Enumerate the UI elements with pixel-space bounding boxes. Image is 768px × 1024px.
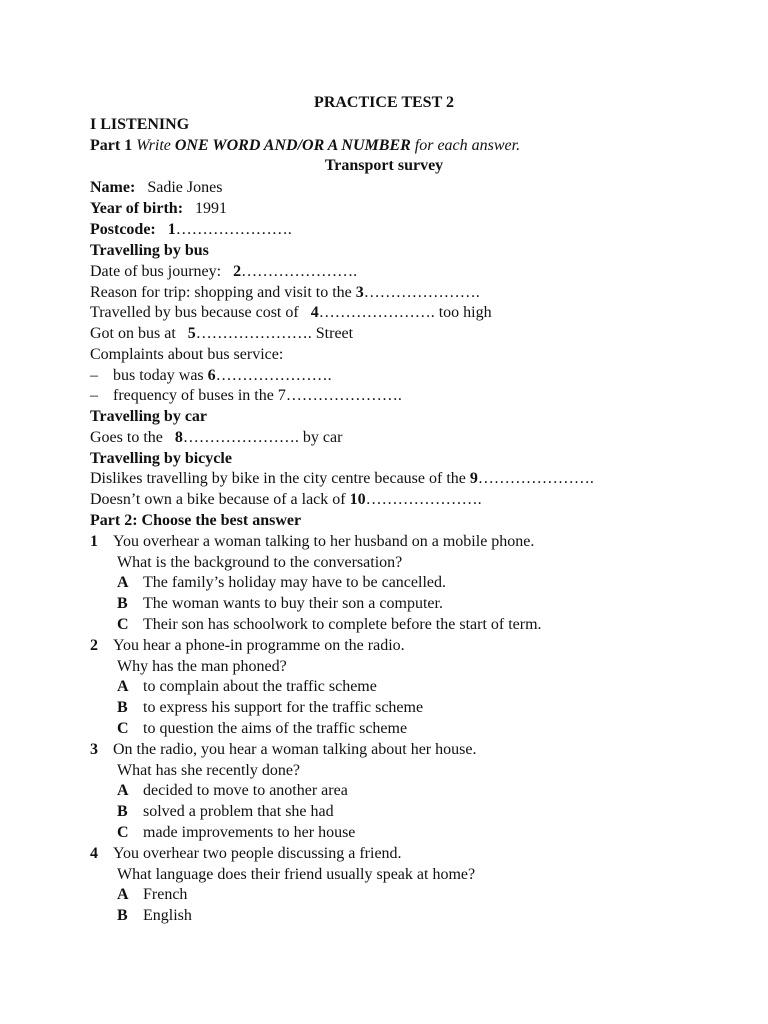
blank-8: …………………. xyxy=(182,429,299,446)
q2-option-b-text: to express his support for the traffic scheme xyxy=(143,699,424,716)
complaints-line: Complaints about bus service: xyxy=(90,346,284,363)
own-num: 10 xyxy=(349,491,366,508)
reason-label: Reason for trip: shopping and visit to the xyxy=(90,284,352,301)
blank-3: …………………. xyxy=(363,284,480,301)
dislikes-num: 9 xyxy=(469,470,478,487)
q2-option-b-letter: B xyxy=(117,699,128,716)
question-1 xyxy=(90,532,534,552)
q2-option-b xyxy=(117,698,423,718)
q3-option-b-letter: B xyxy=(117,803,128,820)
bike-heading: Travelling by bicycle xyxy=(90,450,232,467)
got-label: Got on bus at xyxy=(90,325,176,342)
question-3-prompt: What has she recently done? xyxy=(117,762,301,779)
cost-label: Travelled by bus because cost of xyxy=(90,304,299,321)
complaint-2-label: frequency of buses in the 7 xyxy=(113,387,286,404)
cost-num: 4 xyxy=(310,304,319,321)
question-3-text: On the radio, you hear a woman talking about her house. xyxy=(113,741,477,758)
complaint-2 xyxy=(90,386,402,406)
q4-option-a xyxy=(117,885,187,905)
dislikes-label: Dislikes travelling by bike in the city centre because of the xyxy=(90,470,466,487)
got-num: 5 xyxy=(187,325,196,342)
question-2-num: 2 xyxy=(90,637,98,654)
question-1-text: You overhear a woman talking to her husband on a mobile phone. xyxy=(113,533,535,550)
q1-option-b xyxy=(117,594,443,614)
date-num: 2 xyxy=(233,263,242,280)
question-4-num: 4 xyxy=(90,845,98,862)
q4-option-b xyxy=(117,906,192,926)
own-label: Doesn’t own a bike because of a lack of xyxy=(90,491,346,508)
dash-2: – xyxy=(90,387,98,404)
name-value: Sadie Jones xyxy=(147,179,223,196)
question-2 xyxy=(90,636,405,656)
q2-option-a-text: to complain about the traffic scheme xyxy=(143,678,377,695)
postcode-num: 1 xyxy=(167,221,176,238)
car-heading: Travelling by car xyxy=(90,408,208,425)
q4-option-b-text: English xyxy=(143,907,192,924)
q1-option-a xyxy=(117,573,446,593)
q1-option-a-text: The family’s holiday may have to be cancelled. xyxy=(143,574,446,591)
q1-option-c-text: Their son has schoolwork to complete before the start of term. xyxy=(143,616,542,633)
q2-option-c-text: to question the aims of the traffic scheme xyxy=(143,720,408,737)
q3-option-c xyxy=(117,823,355,843)
goes-after: by car xyxy=(302,429,343,446)
q1-option-c-letter: C xyxy=(117,616,129,633)
q2-option-c-letter: C xyxy=(117,720,129,737)
q4-option-b-letter: B xyxy=(117,907,128,924)
postcode-label: Postcode: xyxy=(90,221,156,238)
goes-line xyxy=(90,428,342,448)
got-line xyxy=(90,324,353,344)
question-1-num: 1 xyxy=(90,533,98,550)
page-title: PRACTICE TEST 2 xyxy=(314,94,454,111)
q3-option-a xyxy=(117,781,348,801)
q1-option-c xyxy=(117,615,542,635)
q2-option-c xyxy=(117,719,407,739)
reason-num: 3 xyxy=(355,284,364,301)
q4-option-a-letter: A xyxy=(117,886,129,903)
part1-label: Part 1 xyxy=(90,137,133,154)
date-line xyxy=(90,262,357,282)
form-title: Transport survey xyxy=(324,157,444,174)
question-3 xyxy=(90,740,476,760)
q3-option-a-letter: A xyxy=(117,782,129,799)
q3-option-a-text: decided to move to another area xyxy=(143,782,348,799)
question-4-prompt: What language does their friend usually speak at home? xyxy=(117,866,476,883)
goes-num: 8 xyxy=(174,429,183,446)
name-line xyxy=(90,178,222,198)
name-label: Name: xyxy=(90,179,136,196)
part2-heading: Part 2: Choose the best answer xyxy=(90,512,302,529)
q3-option-c-text: made improvements to her house xyxy=(143,824,356,841)
blank-1: …………………. xyxy=(175,221,292,238)
part1-instructions xyxy=(90,136,520,156)
yob-label: Year of birth: xyxy=(90,200,184,217)
reason-line xyxy=(90,283,480,303)
blank-6: …………………. xyxy=(215,367,332,384)
q2-option-a-letter: A xyxy=(117,678,129,695)
part1-instr-post: for each answer. xyxy=(414,137,521,154)
q3-option-c-letter: C xyxy=(117,824,129,841)
question-2-prompt: Why has the man phoned? xyxy=(117,658,287,675)
date-label: Date of bus journey: xyxy=(90,263,222,280)
blank-7: …………………. xyxy=(285,387,402,404)
blank-2: …………………. xyxy=(241,263,358,280)
q1-option-b-text: The woman wants to buy their son a computer. xyxy=(143,595,443,612)
section-heading: I LISTENING xyxy=(90,116,190,133)
goes-label: Goes to the xyxy=(90,429,163,446)
yob-line xyxy=(90,199,227,219)
blank-4: …………………. xyxy=(318,304,435,321)
blank-10: …………………. xyxy=(365,491,482,508)
part1-instr-pre: Write xyxy=(136,137,171,154)
q3-option-b xyxy=(117,802,334,822)
blank-5: …………………. xyxy=(195,325,312,342)
complaint-1-num: 6 xyxy=(207,367,216,384)
yob-value: 1991 xyxy=(195,200,228,217)
question-1-prompt: What is the background to the conversation? xyxy=(117,554,403,571)
q1-option-a-letter: A xyxy=(117,574,129,591)
question-3-num: 3 xyxy=(90,741,98,758)
cost-after: too high xyxy=(438,304,492,321)
part1-instr-bold: ONE WORD AND/OR A NUMBER xyxy=(174,137,411,154)
bus-heading: Travelling by bus xyxy=(90,242,209,259)
own-line xyxy=(90,490,482,510)
got-after: Street xyxy=(315,325,354,342)
cost-line xyxy=(90,303,492,323)
dash-1: – xyxy=(90,367,98,384)
postcode-line xyxy=(90,220,292,240)
question-4-text: You overhear two people discussing a friend. xyxy=(113,845,402,862)
complaint-1 xyxy=(90,366,332,386)
q2-option-a xyxy=(117,677,377,697)
question-4 xyxy=(90,844,402,864)
dislikes-line xyxy=(90,469,594,489)
q3-option-b-text: solved a problem that she had xyxy=(143,803,334,820)
q4-option-a-text: French xyxy=(143,886,188,903)
q1-option-b-letter: B xyxy=(117,595,128,612)
question-2-text: You hear a phone-in programme on the radio. xyxy=(113,637,405,654)
blank-9: …………………. xyxy=(477,470,594,487)
complaint-1-label: bus today was xyxy=(113,367,204,384)
